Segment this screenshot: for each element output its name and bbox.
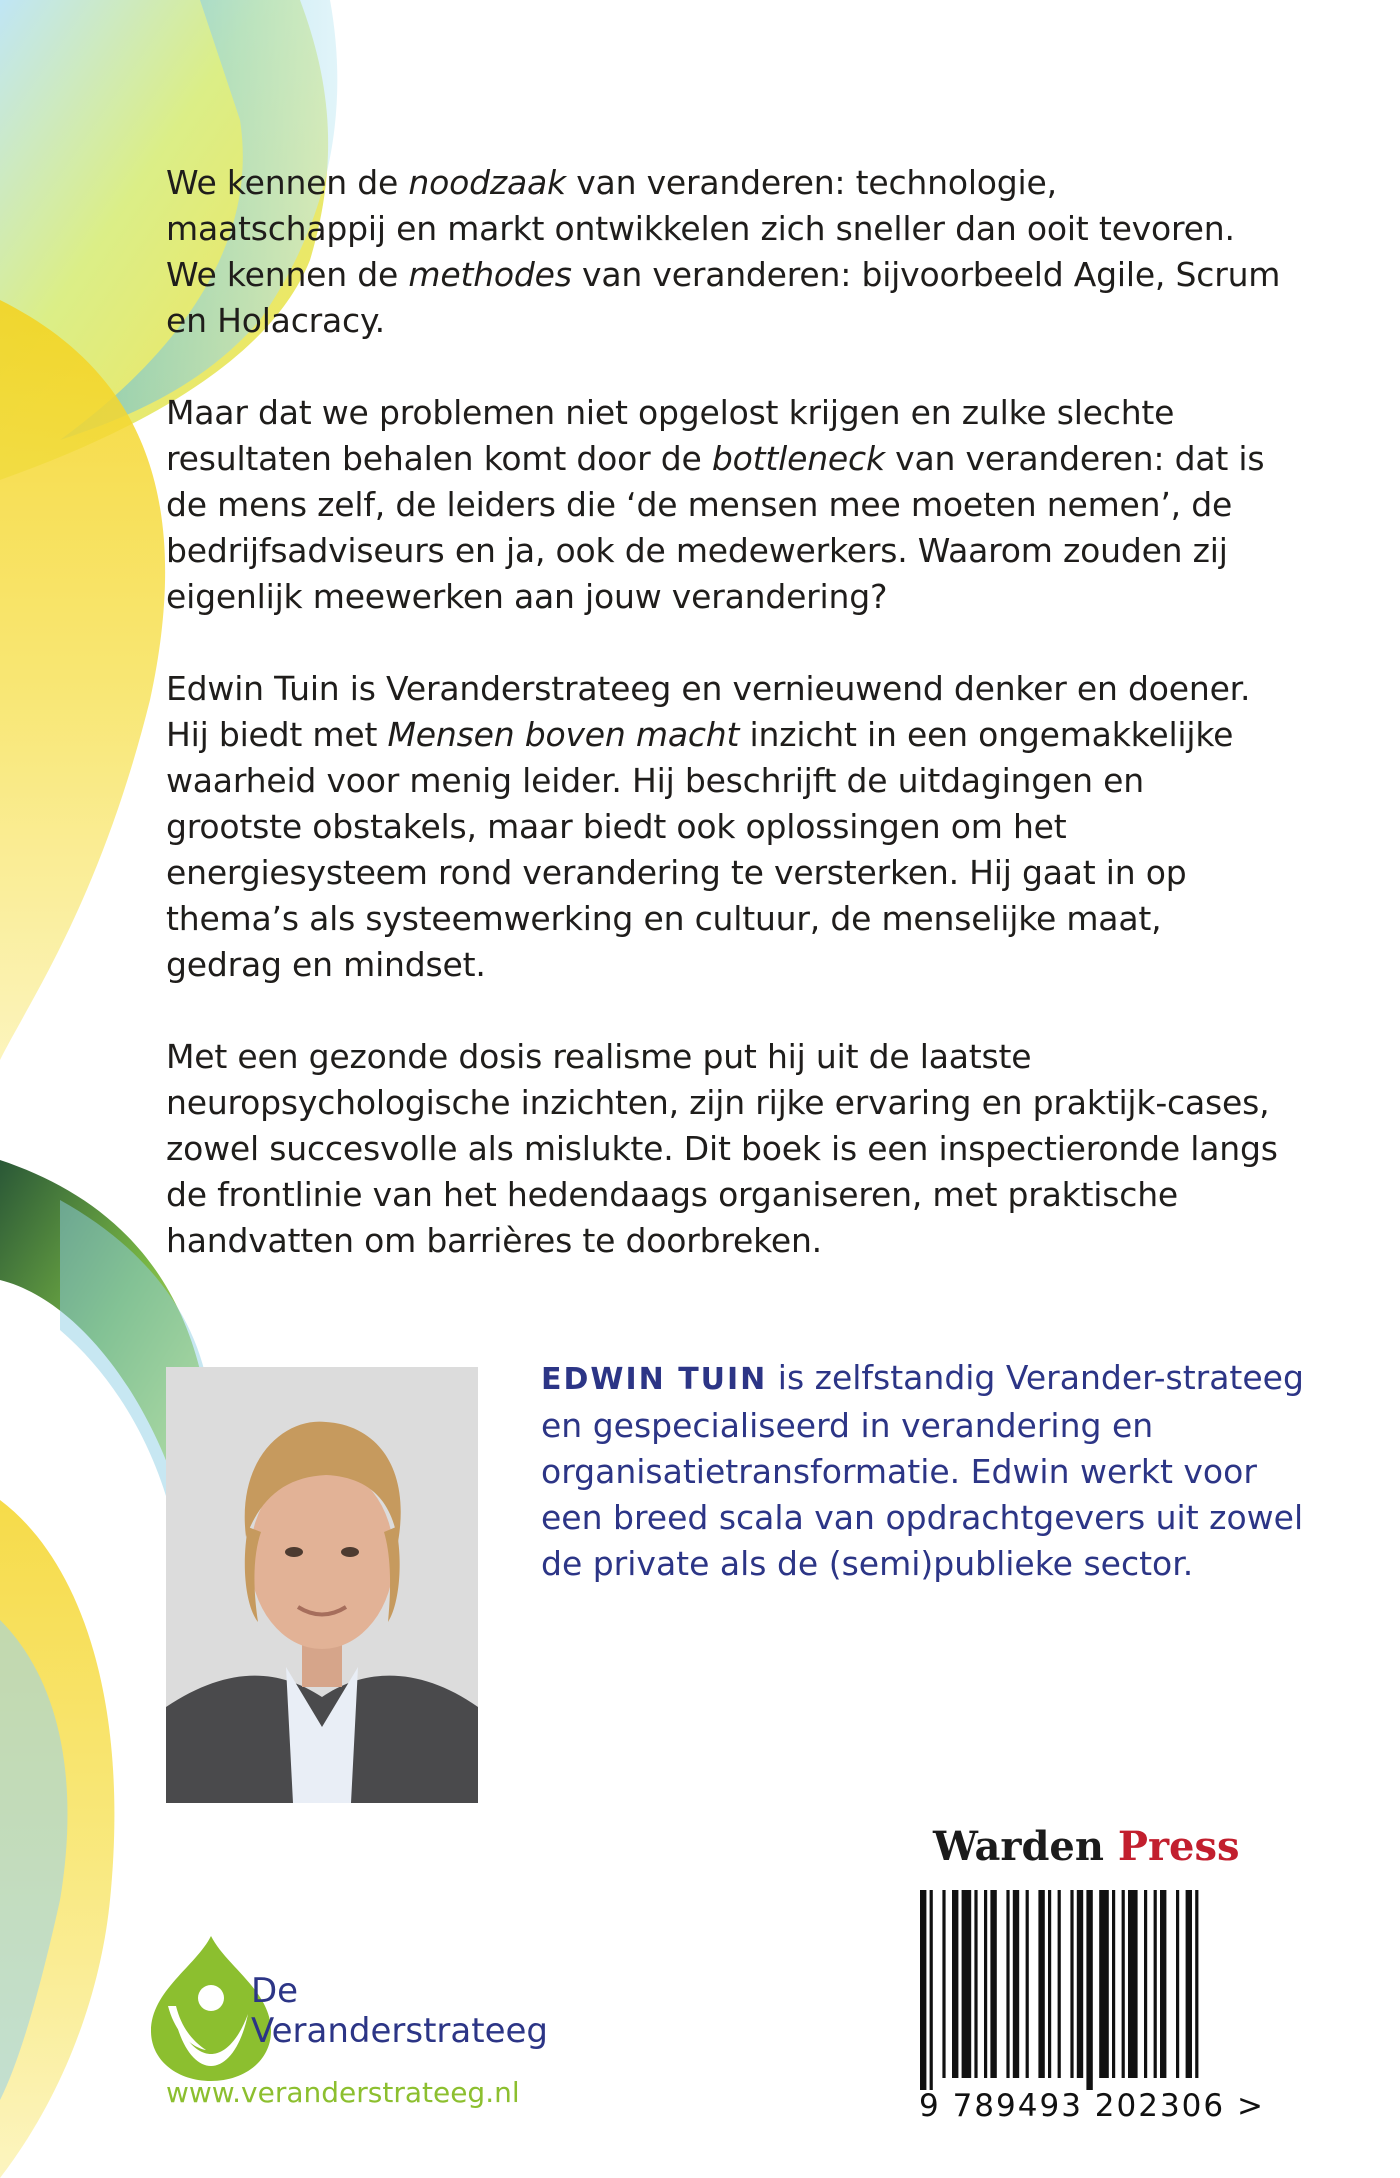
website-url: www.veranderstrateeg.nl <box>166 2076 520 2109</box>
barcode-bar <box>1038 1890 1044 2078</box>
barcode-bar <box>1160 1890 1166 2078</box>
barcode-bar <box>1026 1890 1029 2078</box>
blurb <box>166 160 1286 1310</box>
blurb-paragraph-2: Maar dat we problemen niet opgelost krijgen en zulke slechte resultaten behalen komt door de bottleneck van veranderen: dat is de mens zelf, de leiders die ‘de mensen mee moeten nemen’, de bedrijfsadviseurs en ja, ook de medewerkers. Waarom zouden zij eigenlijk meewerken aan jouw verandering? <box>166 393 1265 616</box>
barcode-bar <box>942 1890 945 2078</box>
author-bio: EDWIN TUIN is zelfstandig Verander-strateeg en gespecialiseerd in verandering en organisatietransformatie. Edwin werkt voor een breed scala van opdrachtgevers uit zowel de private als de (semi)publieke sector. <box>541 1358 1304 1583</box>
barcode-bar <box>930 1890 933 2090</box>
logo-wordmark: De Veranderstrateeg <box>251 1971 548 2051</box>
barcode-bar <box>974 1890 977 2078</box>
barcode-bar <box>1154 1890 1157 2078</box>
barcode-bar <box>1058 1890 1061 2078</box>
author-name: EDWIN TUIN <box>541 1362 768 1397</box>
barcode-bar <box>1086 1890 1092 2090</box>
blurb-paragraph-4: Met een gezonde dosis realisme put hij uit de laatste neuropsychologische inzichten, zijn rijke ervaring en praktijk-cases, zowel succesvolle als mislukte. Dit boek is een inspectieronde langs de frontlinie van het hedendaags organiseren, met praktische handvatten om barrières te doorbreken. <box>166 1037 1278 1260</box>
barcode-bar <box>1186 1890 1192 2078</box>
barcode-bar <box>1144 1890 1147 2078</box>
barcode-bar <box>920 1890 926 2090</box>
barcode-bar <box>952 1890 958 2078</box>
barcode-bar <box>1176 1890 1179 2078</box>
barcode-digits: 9 789493 202306 > <box>919 2088 1265 2124</box>
barcode-bar <box>1077 1890 1083 2078</box>
blurb-paragraph-1: We kennen de noodzaak van veranderen: technologie, maatschappij en markt ontwikkelen zich sneller dan ooit tevoren. We kennen de methodes van veranderen: bijvoorbeeld Agile, Scrum en Holacracy. <box>166 163 1281 340</box>
barcode-bar <box>1112 1890 1115 2078</box>
publisher-logo: Warden Press <box>933 1823 1240 1870</box>
blurb-paragraph-3: Edwin Tuin is Veranderstrateeg en vernieuwend denker en doener. Hij biedt met Mensen boven macht inzicht in een ongemakkelijke waarheid voor menig leider. Hij beschrijft de uitdagingen en grootste obstakels, maar biedt ook oplossingen om het energiesysteem rond verandering te versterken. Hij gaat in op thema’s als systeemwerking en cultuur, de menselijke maat, gedrag en mindset. <box>166 669 1251 984</box>
barcode-bar <box>1048 1890 1051 2078</box>
barcode-bar <box>1128 1890 1138 2078</box>
author-photo <box>166 1367 478 1803</box>
barcode-bar <box>962 1890 972 2078</box>
barcode-bar <box>984 1890 987 2078</box>
barcode-bar <box>1099 1890 1109 2078</box>
barcode-bar <box>1195 1890 1198 2078</box>
barcode-bar <box>1122 1890 1125 2078</box>
barcode-bar <box>990 1890 996 2078</box>
barcode-bar <box>1070 1890 1073 2078</box>
barcode-bar <box>1013 1890 1019 2078</box>
barcode-bar <box>1006 1890 1009 2078</box>
